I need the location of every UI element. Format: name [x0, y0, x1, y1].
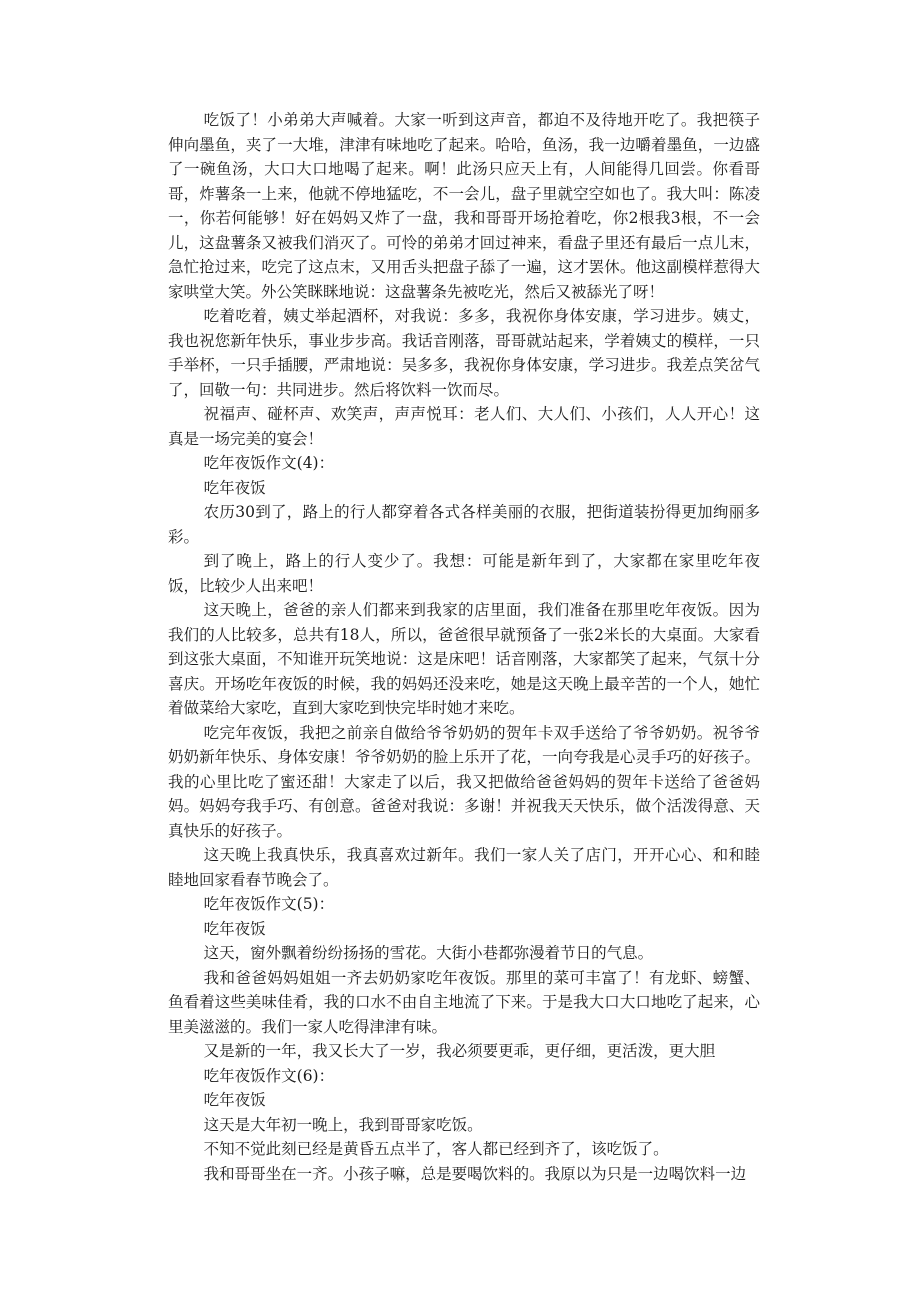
section-heading: 吃年夜饭作文(4)：: [203, 454, 335, 472]
essay-title: 吃年夜饭: [203, 478, 266, 497]
section-heading: 吃年夜饭作文(5)：: [203, 895, 335, 913]
paragraph: 这天，窗外飘着纷纷扬扬的雪花。大街小巷都弥漫着节日的气息。: [203, 944, 654, 962]
paragraph: 农历30到了，路上的行人都穿着各式各样美丽的衣服，把街道装扮得更加绚丽多彩。: [168, 503, 760, 546]
paragraph: 吃着吃着，姨丈举起酒杯，对我说：多多，我祝你身体安康，学习进步。姨丈，我也祝您新年快乐，事业步步高。我话音刚落，哥哥就站起来，学着姨丈的模样，一只手举杯，一只手插腰，严肃地说：吴多多，我祝你身体安康，学习进步。我差点笑岔气了，回敬一句：共同进步。然后将饮料一饮而尽。: [168, 307, 760, 399]
paragraph: 到了晚上，路上的行人变少了。我想：可能是新年到了，大家都在家里吃年夜饭，比较少人出来吧！: [168, 552, 760, 595]
document-body: [168, 108, 760, 1186]
paragraph: 这天是大年初一晚上，我到哥哥家吃饭。: [203, 1115, 483, 1134]
paragraph: 吃饭了！小弟弟大声喊着。大家一听到这声音，都迫不及待地开吃了。我把筷子伸向墨鱼，夹了一大堆，津津有味地吃了起来。哈哈，鱼汤，我一边嚼着墨鱼，一边盛了一碗鱼汤，大口大口地喝了起来。啊！此汤只应天上有，人间能得几回尝。你看哥哥，炸薯条一上来，他就不停地猛吃，不一会儿，盘子里就空空如也了。我大叫：陈凌一，你若何能够！好在妈妈又炸了一盘，我和哥哥开场抢着吃，你2根我3根，不一会儿，这盘薯条又被我们消灭了。可怜的弟弟才回过神来，看盘子里还有最后一点儿末，急忙抢过来，吃完了这点末，又用舌头把盘子舔了一遍，这才罢休。他这副模样惹得大家哄堂大笑。外公笑眯眯地说：这盘薯条先被吃光，然后又被舔光了呀！: [168, 111, 760, 301]
paragraph: 吃完年夜饭，我把之前亲自做给爷爷奶奶的贺年卡双手送给了爷爷奶奶。祝爷爷奶奶新年快乐、身体安康！爷爷奶奶的脸上乐开了花，一向夸我是心灵手巧的好孩子。我的心里比吃了蜜还甜！大家走了以后，我又把做给爸爸妈妈的贺年卡送给了爸爸妈妈。妈妈夸我手巧、有创意。爸爸对我说：多谢！并祝我天天快乐，做个活泼得意、天真快乐的好孩子。: [168, 723, 760, 840]
paragraph: 这天晚上我真快乐，我真喜欢过新年。我们一家人关了店门，开开心心、和和睦睦地回家看春节晚会了。: [168, 846, 760, 889]
paragraph: 又是新的一年，我又长大了一岁，我必须要更乖，更仔细，更活泼，更大胆: [203, 1042, 716, 1060]
paragraph: 我和哥哥坐在一齐。小孩子嘛，总是要喝饮料的。我原以为只是一边喝饮料一边: [203, 1164, 747, 1183]
section-heading: 吃年夜饭作文(6)：: [203, 1066, 335, 1085]
paragraph: 我和爸爸妈妈姐姐一齐去奶奶家吃年夜饭。那里的菜可丰富了！有龙虾、螃蟹、鱼看着这些美味佳肴，我的口水不由自主地流了下来。于是我大口大口地吃了起来，心里美滋滋的。我们一家人吃得津津有味。: [168, 968, 760, 1036]
essay-title: 吃年夜饭: [203, 919, 266, 938]
essay-title: 吃年夜饭: [203, 1091, 266, 1109]
paragraph: 不知不觉此刻已经是黄昏五点半了，客人都已经到齐了，该吃饭了。: [203, 1140, 669, 1158]
paragraph: 这天晚上，爸爸的亲人们都来到我家的店里面，我们准备在那里吃年夜饭。因为我们的人比较多，总共有18人，所以，爸爸很早就预备了一张2米长的大桌面。大家看到这张大桌面，不知谁开玩笑地说：这是床吧！话音刚落，大家都笑了起来，气氛十分喜庆。开场吃年夜饭的时候，我的妈妈还没来吃，她是这天晚上最辛苦的一个人，她忙着做菜给大家吃，直到大家吃到快完毕时她才来吃。: [168, 601, 760, 717]
paragraph: 祝福声、碰杯声、欢笑声，声声悦耳：老人们、大人们、小孩们，人人开心！这真是一场完美的宴会！: [168, 405, 760, 448]
